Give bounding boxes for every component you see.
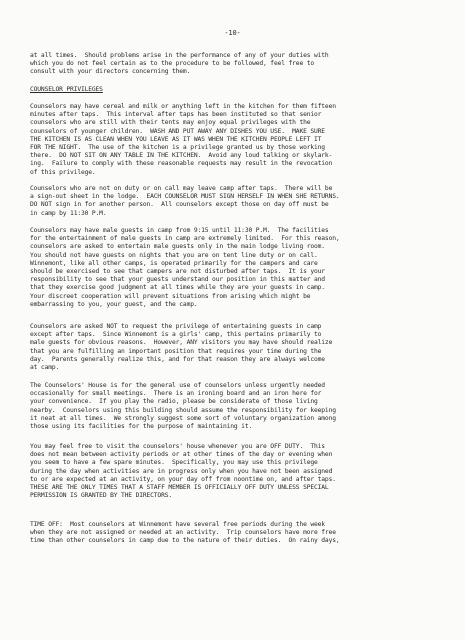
text-line: responsibility to see that your guests understand our position in this matter and xyxy=(30,276,325,284)
text-line: THE KITCHEN IS AS CLEAN WHEN YOU LEAVE AS IT WAS WHEN THE KITCHEN PEOPLE LEFT IT xyxy=(30,135,322,143)
text-line: Counselors may have male guests in camp from 9:15 until 11:30 P.M. The facilities xyxy=(30,227,329,234)
paragraph-time-off xyxy=(30,521,444,546)
text-line: a sign-out sheet in the lodge. EACH COUNSELOR MUST SIGN HERSELF IN WHEN SHE RETURNS. xyxy=(30,193,340,201)
text-line: during the day when activities are in progress only when you have not been assigned xyxy=(30,467,333,475)
text-line: TIME OFF: Most counselors at Winnemont have several free periods during the week xyxy=(30,521,325,528)
text-line: counselors of younger children. WASH AND PUT AWAY ANY DISHES YOU USE. MAKE SURE xyxy=(30,127,325,135)
text-line: in camp by 11:30 P.M. xyxy=(30,209,107,217)
paragraph-counselors-house xyxy=(30,382,444,431)
text-line: does not mean between activity periods or at other times of the day or evening when xyxy=(30,451,333,459)
text-line: COUNSELOR PRIVILEGES xyxy=(30,86,103,93)
text-line: PERMISSION IS GRANTED BY THE DIRECTORS. xyxy=(30,492,173,500)
text-line: counselors are asked to entertain male guests only in the main lodge living room. xyxy=(30,243,325,251)
paragraph-kitchen xyxy=(30,103,444,177)
text-line: which you do not feel certain as to the procedure to be followed, feel free to xyxy=(30,60,315,68)
text-line: that you are fulfilling an important position that requires your time during the xyxy=(30,347,322,355)
text-line: day. Parents generally realize this, and for that reason they are always welcome xyxy=(30,355,325,363)
text-line: minutes after taps. This interval after taps has been instituted so that senior xyxy=(30,111,322,119)
text-line: to or are expected at an activity, on your day off from noontime on, and after taps. xyxy=(30,475,336,483)
text-line: for the entertainment of male guests in camp are extremely limited. For this reason, xyxy=(30,235,340,243)
paragraph-continuation xyxy=(30,52,444,77)
text-line: your convenience. If you play the radio, please be considerate of those living xyxy=(30,398,318,406)
text-line: You should not have guests on nights that you are on tent line duty or on call. xyxy=(30,251,318,259)
text-line: occasionally for small meetings. There is an ironing board and an iron here for xyxy=(30,390,322,398)
text-line: time than other counselors in camp due to the nature of their duties. On rainy days, xyxy=(30,537,340,545)
text-line: consult with your directors concerning them. xyxy=(30,68,191,76)
text-line: You may feel free to visit the counselors' house whenever you are OFF DUTY. This xyxy=(30,443,325,450)
text-line: when they are not assigned or needed at an activity. Trip counselors have more free xyxy=(30,529,336,537)
text-line: Winnemont, like all other camps, is operated primarily for the campers and care xyxy=(30,259,318,267)
text-line: Counselors may have cereal and milk or anything left in the kitchen for them fifteen xyxy=(30,103,336,110)
text-line: it neat at all times. We strongly suggest some sort of voluntary organization among xyxy=(30,414,336,422)
text-line: embarrassing to you, your guest, and the camp. xyxy=(30,300,198,308)
text-line: there. DO NOT SIT ON ANY TABLE IN THE KITCHEN. Avoid any loud talking or skylark- xyxy=(30,152,333,160)
text-line: FOR THE NIGHT. The use of the kitchen is a privilege granted us by those working xyxy=(30,144,325,152)
text-line: you seem to have a few spare minutes. Specifically, you may use this privilege xyxy=(30,459,318,467)
text-line: Your discreet cooperation will prevent situations from arising which might be xyxy=(30,292,311,300)
text-line: that they exercise good judgment at all times while they are your guests in camp. xyxy=(30,284,325,292)
text-line: Counselors who are not on duty or on call may leave camp after taps. There will be xyxy=(30,185,333,192)
paragraph-sign-out xyxy=(30,185,444,218)
paragraph-male-guests xyxy=(30,227,444,309)
page-number: -10- xyxy=(224,29,241,37)
text-line: counselors who are still with their tents may enjoy equal privileges with the xyxy=(30,119,311,127)
text-line: at camp. xyxy=(30,364,60,372)
text-line: Counselors are asked NOT to request the privilege of entertaining guests in camp xyxy=(30,323,322,330)
text-line: those using its facilities for the purpose of maintaining it. xyxy=(30,423,253,431)
text-line: of this privilege. xyxy=(30,168,96,176)
paragraph-visitors xyxy=(30,323,444,372)
text-line: except after taps. Since Winnemont is a girls' camp, this pertains primarily to xyxy=(30,331,322,339)
section-heading xyxy=(30,86,444,94)
text-line: ing. Failure to comply with these reasonable requests may result in the revocation xyxy=(30,160,333,168)
text-line: DO NOT sign in for another person. All counselors except those on day off must be xyxy=(30,201,329,209)
paragraph-off-duty xyxy=(30,443,444,500)
text-line: male guests for obvious reasons. However, ANY visitors you may have should realize xyxy=(30,339,333,347)
text-line: should be exercised to see that campers are not disturbed after taps. It is your xyxy=(30,268,325,276)
text-line: nearby. Counselors using this building should assume the responsibility for keeping xyxy=(30,406,336,414)
text-line: The Counselors' House is for the general use of counselors unless urgently needed xyxy=(30,382,325,389)
text-line: at all times. Should problems arise in the performance of any of your duties with xyxy=(30,52,329,59)
text-line: THESE ARE THE ONLY TIMES THAT A STAFF MEMBER IS OFFICIALLY OFF DUTY UNLESS SPECIAL xyxy=(30,484,329,492)
